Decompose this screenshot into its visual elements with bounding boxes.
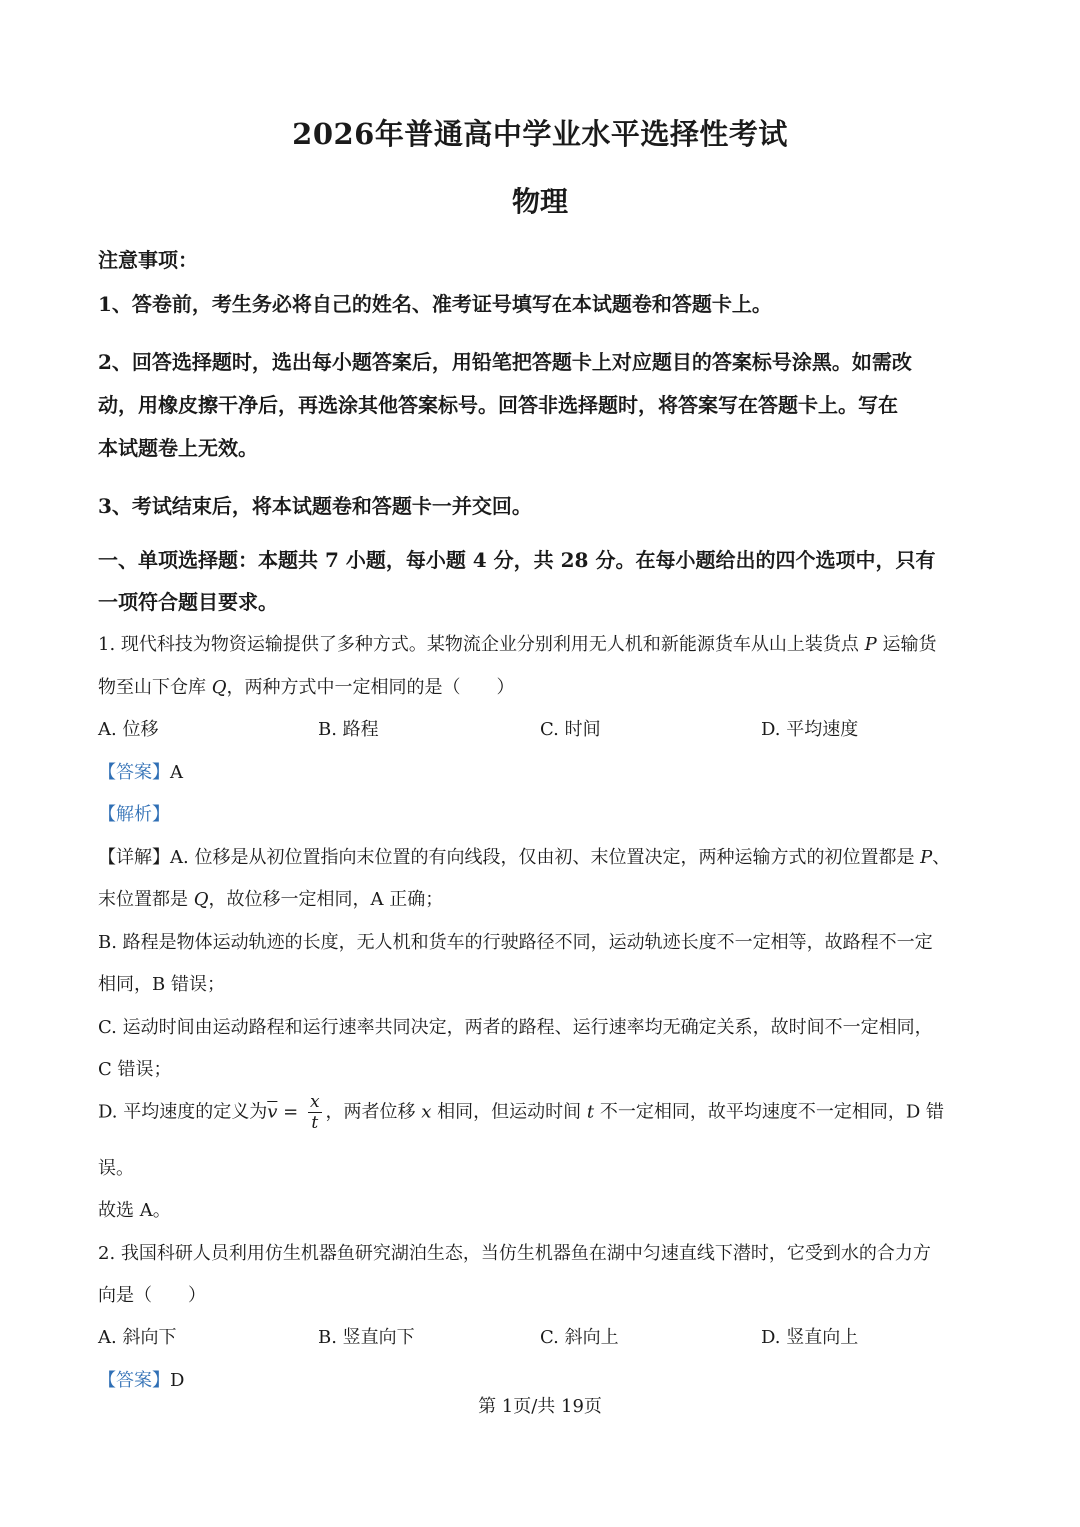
q1-option-d: D. 平均速度 bbox=[761, 719, 859, 740]
detail-text: A. 位移是从初位置指向末位置的有向线段，仅由初、末位置决定，两种运输方式的初位置都是 bbox=[170, 847, 921, 868]
notice-item-2-line-3: 本试题卷上无效。 bbox=[98, 436, 258, 460]
average-velocity-symbol: $\overline{v}$ bbox=[267, 1101, 278, 1123]
section-heading-line-1: 一、单项选择题：本题共 7 小题，每小题 4 分，共 28 分。在每小题给出的四个选项中，只有 bbox=[98, 548, 936, 572]
fraction-numerator: x bbox=[309, 1092, 320, 1112]
notice-item-2-line-1: 2、回答选择题时，选出每小题答案后，用铅笔把答题卡上对应题目的答案标号涂黑。如需改 bbox=[98, 350, 912, 374]
fraction-x-over-t bbox=[308, 1092, 322, 1133]
q1-option-a: A. 位移 bbox=[98, 719, 159, 740]
var-p: P bbox=[920, 847, 933, 868]
q1-analysis-tag: 【解析】 bbox=[98, 804, 170, 825]
var-x: x bbox=[421, 1101, 432, 1123]
q1-detail-c-line-2: C 错误； bbox=[98, 1059, 172, 1080]
q1-detail-d-line-2: 误。 bbox=[98, 1158, 134, 1179]
detail-text: 末位置都是 bbox=[98, 889, 194, 910]
var-t: t bbox=[586, 1101, 595, 1123]
detail-text: 、 bbox=[932, 847, 951, 868]
page-number: 第 1页/共 19页 bbox=[478, 1396, 602, 1417]
detail-tag: 【详解】 bbox=[98, 847, 170, 868]
q2-answer bbox=[98, 1366, 184, 1392]
var-q: Q bbox=[211, 677, 227, 698]
q1-detail-b-line-2: 相同，B 错误； bbox=[98, 974, 225, 995]
q2-stem-line-1: 2. 我国科研人员利用仿生机器鱼研究湖泊生态，当仿生机器鱼在湖中匀速直线下潜时，它受到水的合力方 bbox=[98, 1243, 931, 1264]
fraction-denominator: t bbox=[311, 1113, 319, 1133]
q1-stem-text: 运输货 bbox=[876, 634, 937, 655]
q1-stem-text: ，两种方式中一定相同的是（ ） bbox=[226, 677, 515, 698]
q1-stem-line-2 bbox=[98, 673, 515, 699]
detail-text: 不一定相同，故平均速度不一定相同，D 错 bbox=[594, 1101, 944, 1123]
equals-sign: = bbox=[277, 1101, 304, 1123]
q1-option-c: C. 时间 bbox=[540, 719, 601, 740]
answer-tag: 【答案】 bbox=[98, 762, 170, 783]
notice-item-2-line-2: 动，用橡皮擦干净后，再选涂其他答案标号。回答非选择题时，将答案写在答题卡上。写在 bbox=[98, 393, 898, 417]
q1-detail-line-2 bbox=[98, 885, 443, 911]
q2-option-d: D. 竖直向上 bbox=[761, 1327, 859, 1348]
detail-text: ，两者位移 bbox=[325, 1101, 422, 1123]
q1-detail-d-line-1 bbox=[98, 1092, 944, 1133]
answer-value: A bbox=[170, 762, 183, 783]
q1-conclusion: 故选 A。 bbox=[98, 1200, 171, 1221]
q1-detail-line-1 bbox=[98, 843, 950, 869]
notice-heading: 注意事项： bbox=[98, 248, 198, 272]
var-q: Q bbox=[193, 889, 209, 910]
q2-option-a: A. 斜向下 bbox=[98, 1327, 177, 1348]
exam-title: 2026年普通高中学业水平选择性考试 bbox=[292, 117, 788, 151]
notice-item-1: 1、答卷前，考生务必将自己的姓名、准考证号填写在本试题卷和答题卡上。 bbox=[98, 292, 772, 316]
answer-value: D bbox=[170, 1370, 185, 1391]
q2-option-b: B. 竖直向下 bbox=[318, 1327, 415, 1348]
q2-stem-line-2: 向是（ ） bbox=[98, 1285, 206, 1306]
detail-text: ，故位移一定相同，A 正确； bbox=[208, 889, 444, 910]
section-heading-line-2: 一项符合题目要求。 bbox=[98, 590, 278, 614]
answer-tag: 【答案】 bbox=[98, 1370, 170, 1391]
var-p: P bbox=[864, 634, 877, 655]
q2-option-c: C. 斜向上 bbox=[540, 1327, 619, 1348]
q1-detail-c-line-1: C. 运动时间由运动路程和运行速率共同决定，两者的路程、运行速率均无确定关系，故时间不一定相同， bbox=[98, 1017, 933, 1038]
q1-detail-b-line-1: B. 路程是物体运动轨迹的长度，无人机和货车的行驶路径不同，运动轨迹长度不一定相等，故路程不一定 bbox=[98, 932, 933, 953]
q1-stem-text: 物至山下仓库 bbox=[98, 677, 212, 698]
detail-text: 相同，但运动时间 bbox=[431, 1101, 587, 1123]
q1-option-b: B. 路程 bbox=[318, 719, 379, 740]
exam-subject: 物理 bbox=[511, 185, 568, 218]
detail-text: D. 平均速度的定义为 bbox=[98, 1101, 268, 1123]
notice-item-3: 3、考试结束后，将本试题卷和答题卡一并交回。 bbox=[98, 494, 532, 518]
q1-answer bbox=[98, 758, 183, 784]
q1-stem-text: 1. 现代科技为物资运输提供了多种方式。某物流企业分别利用无人机和新能源货车从山上装货点 bbox=[98, 634, 865, 655]
q1-stem-line-1 bbox=[98, 630, 936, 656]
